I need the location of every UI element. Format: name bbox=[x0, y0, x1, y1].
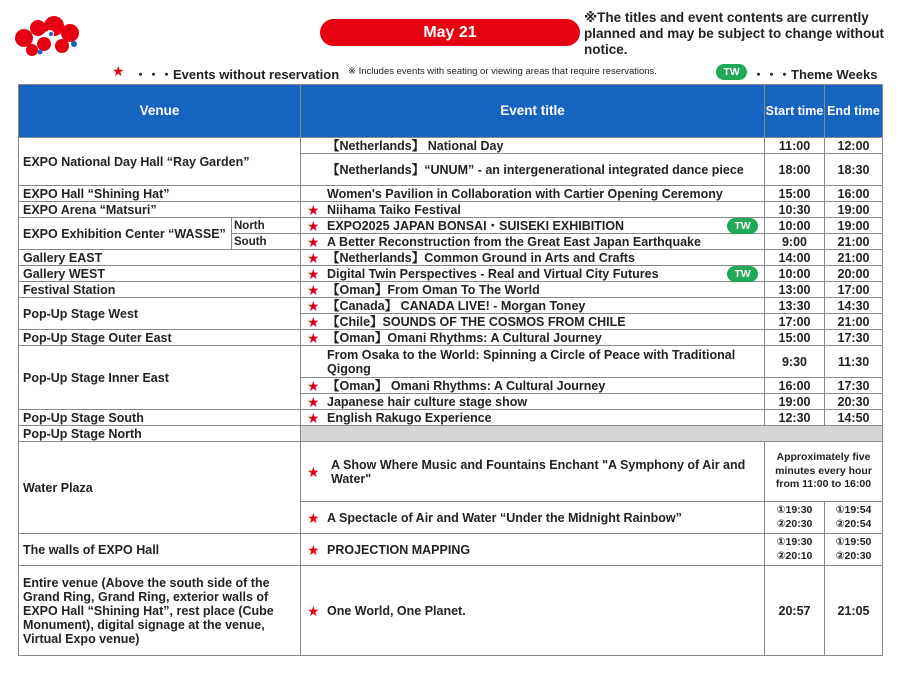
star-icon: ★ bbox=[307, 217, 320, 234]
end-time-cell: 19:00 bbox=[825, 218, 883, 234]
venue-cell: EXPO Exhibition Center “WASSE” bbox=[19, 218, 232, 250]
start-time-cell: 18:00 bbox=[765, 154, 825, 186]
event-title: EXPO2025 JAPAN BONSAI・SUISEKI EXHIBITION bbox=[327, 218, 625, 233]
event-title: PROJECTION MAPPING bbox=[327, 542, 471, 557]
column-header-end: End time bbox=[825, 85, 883, 138]
table-row bbox=[19, 426, 883, 442]
start-time-cell: 13:30 bbox=[765, 298, 825, 314]
star-icon: ★ bbox=[307, 297, 320, 314]
start-time-cell: 16:00 bbox=[765, 378, 825, 394]
start-time-cell: ①19:30 ②20:10 bbox=[765, 534, 825, 566]
start-time-cell: 9:30 bbox=[765, 346, 825, 378]
event-title: 【Chile】SOUNDS OF THE COSMOS FROM CHILE bbox=[327, 314, 626, 329]
end-time-cell: 17:30 bbox=[825, 378, 883, 394]
event-title-cell bbox=[301, 250, 765, 266]
start-time-cell: 17:00 bbox=[765, 314, 825, 330]
star-icon: ★ bbox=[307, 313, 320, 330]
change-notice: ※The titles and event contents are currently planned and may be subject to change without notice. bbox=[584, 10, 885, 57]
event-title: 【Netherlands】“UNUM” - an intergenerational integrated dance piece bbox=[327, 162, 744, 177]
table-row bbox=[19, 410, 883, 426]
table-row bbox=[19, 346, 883, 378]
start-time-cell: 9:00 bbox=[765, 234, 825, 250]
end-time-cell: 18:30 bbox=[825, 154, 883, 186]
event-title: Niihama Taiko Festival bbox=[327, 202, 461, 217]
venue-cell: Gallery WEST bbox=[19, 266, 301, 282]
event-schedule-table bbox=[18, 84, 883, 656]
star-icon: ★ bbox=[307, 377, 320, 394]
event-title-cell bbox=[301, 186, 765, 202]
event-title: 【Oman】From Oman To The World bbox=[327, 282, 540, 297]
start-time-cell: 10:00 bbox=[765, 218, 825, 234]
legend-theme-weeks-text: ・・・Theme Weeks bbox=[752, 67, 878, 82]
star-icon: ★ bbox=[307, 233, 320, 250]
venue-cell: The walls of EXPO Hall bbox=[19, 534, 301, 566]
star-icon: ★ bbox=[307, 509, 320, 526]
table-row bbox=[19, 250, 883, 266]
event-title: A Show Where Music and Fountains Enchant "A Symphony of Air and Water" bbox=[331, 457, 746, 486]
event-title-cell bbox=[301, 502, 765, 534]
star-icon: ★ bbox=[307, 541, 320, 558]
event-title-cell bbox=[301, 410, 765, 426]
empty-event-cell bbox=[301, 426, 883, 442]
venue-cell: Festival Station bbox=[19, 282, 301, 298]
start-time-cell: 10:00 bbox=[765, 266, 825, 282]
event-title-cell bbox=[301, 282, 765, 298]
star-icon: ★ bbox=[307, 281, 320, 298]
table-row bbox=[19, 534, 883, 566]
star-icon: ★ bbox=[307, 329, 320, 346]
venue-cell: Pop-Up Stage Inner East bbox=[19, 346, 301, 410]
table-row bbox=[19, 186, 883, 202]
table-row bbox=[19, 282, 883, 298]
legend-star-text: ・・・Events without reservation bbox=[134, 67, 340, 82]
event-title: A Better Reconstruction from the Great East Japan Earthquake bbox=[327, 234, 701, 249]
event-title: 【Oman】 Omani Rhythms: A Cultural Journey bbox=[327, 378, 606, 393]
event-title: English Rakugo Experience bbox=[327, 410, 492, 425]
end-time-cell: 11:30 bbox=[825, 346, 883, 378]
column-header-start: Start time bbox=[765, 85, 825, 138]
event-title-cell bbox=[301, 234, 765, 250]
end-time-cell: 12:00 bbox=[825, 138, 883, 154]
end-time-cell: 20:00 bbox=[825, 266, 883, 282]
start-time-cell: ①19:30 ②20:30 bbox=[765, 502, 825, 534]
star-icon: ★ bbox=[307, 265, 320, 282]
legend bbox=[0, 63, 900, 81]
star-icon: ★ bbox=[307, 249, 320, 266]
end-time-cell: 21:00 bbox=[825, 234, 883, 250]
start-time-cell: 12:30 bbox=[765, 410, 825, 426]
event-title-cell bbox=[301, 442, 765, 502]
event-title: 【Oman】Omani Rhythms: A Cultural Journey bbox=[327, 330, 602, 345]
event-title-cell bbox=[301, 218, 765, 234]
event-title-cell bbox=[301, 138, 765, 154]
event-title-cell bbox=[301, 534, 765, 566]
table-row bbox=[19, 442, 883, 502]
venue-cell: Pop-Up Stage South bbox=[19, 410, 301, 426]
table-row bbox=[19, 138, 883, 154]
start-time-cell: 14:00 bbox=[765, 250, 825, 266]
end-time-cell: 21:00 bbox=[825, 250, 883, 266]
table-row bbox=[19, 202, 883, 218]
venue-cell: Entire venue (Above the south side of the Grand Ring, Grand Ring, exterior walls of EXPO Hall “Shining Hat”, rest place (Cube Monument), digital signage at the venue, Virtual Expo venue) bbox=[19, 566, 301, 656]
start-time-cell: 19:00 bbox=[765, 394, 825, 410]
event-title-cell bbox=[301, 346, 765, 378]
table-row bbox=[19, 330, 883, 346]
event-title: From Osaka to the World: Spinning a Circle of Peace with Traditional Qigong bbox=[327, 347, 736, 376]
event-title-cell bbox=[301, 202, 765, 218]
table-row bbox=[19, 266, 883, 282]
end-time-cell: ①19:54 ②20:54 bbox=[825, 502, 883, 534]
table-header-row bbox=[19, 85, 883, 138]
table-row bbox=[19, 566, 883, 656]
end-time-cell: 19:00 bbox=[825, 202, 883, 218]
venue-cell: EXPO National Day Hall “Ray Garden” bbox=[19, 138, 301, 186]
venue-cell: Gallery EAST bbox=[19, 250, 301, 266]
venue-cell: EXPO Hall “Shining Hat” bbox=[19, 186, 301, 202]
end-time-cell: 14:50 bbox=[825, 410, 883, 426]
sub-venue-cell: South bbox=[232, 234, 301, 250]
time-note-cell: Approximately five minutes every hour from 11:00 to 16:00 bbox=[765, 442, 883, 502]
event-title-cell bbox=[301, 394, 765, 410]
star-icon: ★ bbox=[307, 602, 320, 619]
theme-week-badge: TW bbox=[727, 218, 758, 234]
event-title: One World, One Planet. bbox=[327, 603, 466, 618]
theme-week-badge: TW bbox=[716, 64, 747, 80]
event-title: Digital Twin Perspectives - Real and Virtual City Futures bbox=[327, 266, 659, 281]
end-time-cell: 17:30 bbox=[825, 330, 883, 346]
venue-cell: Pop-Up Stage Outer East bbox=[19, 330, 301, 346]
table-row bbox=[19, 298, 883, 314]
end-time-cell: 14:30 bbox=[825, 298, 883, 314]
event-title-cell bbox=[301, 154, 765, 186]
sub-venue-cell: North bbox=[232, 218, 301, 234]
end-time-cell: 20:30 bbox=[825, 394, 883, 410]
table-row bbox=[19, 218, 883, 234]
end-time-cell: 21:00 bbox=[825, 314, 883, 330]
event-title-cell bbox=[301, 314, 765, 330]
star-icon: ★ bbox=[307, 463, 320, 480]
start-time-cell: 15:00 bbox=[765, 186, 825, 202]
star-icon: ★ bbox=[307, 393, 320, 410]
end-time-cell: 21:05 bbox=[825, 566, 883, 656]
event-title: A Spectacle of Air and Water “Under the Midnight Rainbow” bbox=[327, 510, 682, 525]
event-title: Japanese hair culture stage show bbox=[327, 394, 528, 409]
star-icon: ★ bbox=[307, 201, 320, 218]
column-header-event: Event title bbox=[301, 85, 765, 138]
event-title: 【Netherlands】 National Day bbox=[327, 138, 504, 153]
expo-logo bbox=[10, 14, 84, 58]
event-title-cell bbox=[301, 266, 765, 282]
venue-cell: Pop-Up Stage West bbox=[19, 298, 301, 330]
date-banner: May 21 bbox=[320, 19, 580, 46]
venue-cell: Pop-Up Stage North bbox=[19, 426, 301, 442]
legend-reservation-note: ※ Includes events with seating or viewing areas that require reservations. bbox=[348, 66, 657, 77]
star-icon: ★ bbox=[112, 63, 125, 79]
event-title-cell bbox=[301, 566, 765, 656]
start-time-cell: 10:30 bbox=[765, 202, 825, 218]
venue-cell: EXPO Arena “Matsuri” bbox=[19, 202, 301, 218]
end-time-cell: 16:00 bbox=[825, 186, 883, 202]
event-title-cell bbox=[301, 330, 765, 346]
event-title: 【Netherlands】Common Ground in Arts and Crafts bbox=[327, 250, 635, 265]
end-time-cell: ①19:50 ②20:30 bbox=[825, 534, 883, 566]
start-time-cell: 13:00 bbox=[765, 282, 825, 298]
end-time-cell: 17:00 bbox=[825, 282, 883, 298]
event-title-cell bbox=[301, 298, 765, 314]
start-time-cell: 20:57 bbox=[765, 566, 825, 656]
event-title: Women's Pavilion in Collaboration with Cartier Opening Ceremony bbox=[327, 186, 723, 201]
theme-week-badge: TW bbox=[727, 266, 758, 282]
event-title: 【Canada】 CANADA LIVE! - Morgan Toney bbox=[327, 298, 586, 313]
star-icon: ★ bbox=[307, 409, 320, 426]
event-title-cell bbox=[301, 378, 765, 394]
start-time-cell: 11:00 bbox=[765, 138, 825, 154]
start-time-cell: 15:00 bbox=[765, 330, 825, 346]
venue-cell: Water Plaza bbox=[19, 442, 301, 534]
column-header-venue: Venue bbox=[19, 85, 301, 138]
